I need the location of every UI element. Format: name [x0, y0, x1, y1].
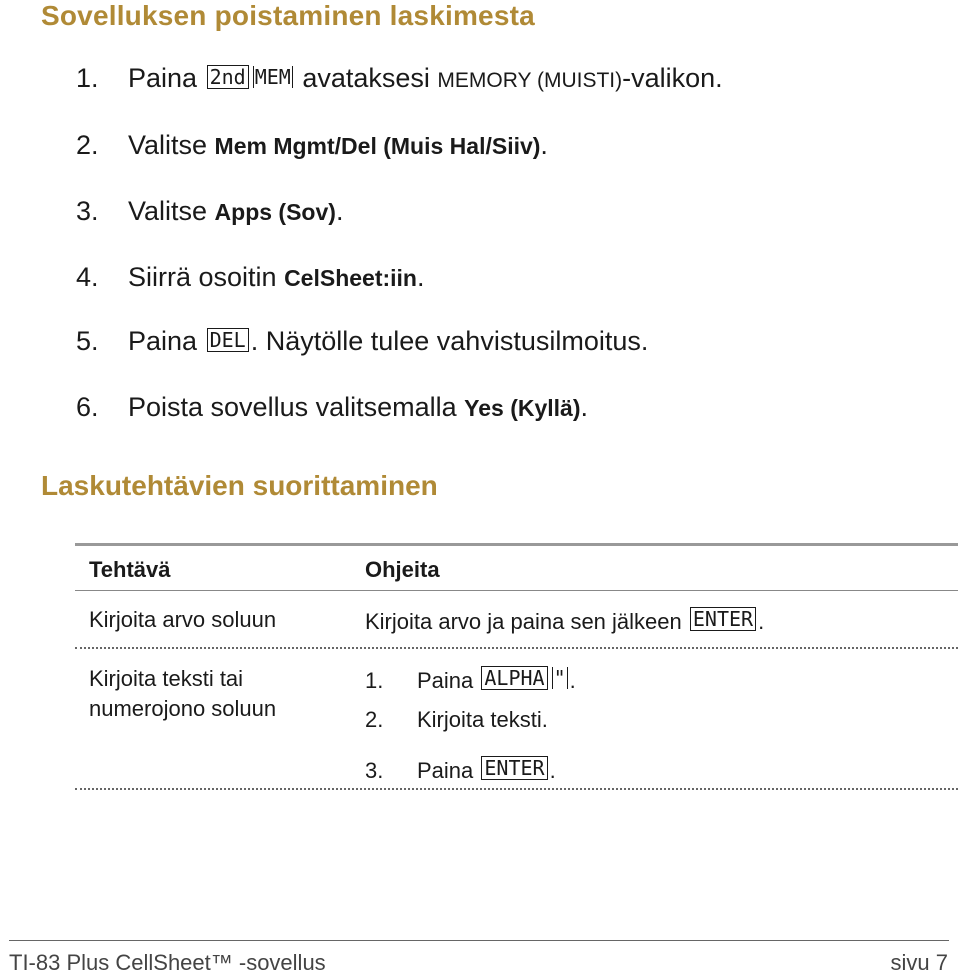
- step-2: [76, 130, 548, 161]
- table-bottom-rule: [75, 788, 958, 790]
- menu-name: MEMORY (MUISTI): [437, 69, 623, 92]
- step-number: 3.: [365, 758, 384, 783]
- step-text: Valitse: [128, 196, 215, 226]
- step-number: 5.: [76, 326, 99, 356]
- key-alpha: ALPHA: [481, 666, 547, 690]
- step-text: .: [580, 392, 589, 422]
- footer-product-name: TI-83 Plus CellSheet™ -sovellus: [9, 950, 326, 975]
- step-text: Valitse: [128, 130, 215, 160]
- key-2nd: 2nd: [207, 65, 249, 89]
- step-1: [76, 63, 723, 94]
- instruction-text: Paina: [417, 668, 480, 693]
- step-number: 1.: [365, 668, 384, 693]
- instruction-text: Kirjoita teksti.: [417, 707, 548, 732]
- menu-item: Yes (Kyllä): [464, 395, 581, 421]
- table-top-rule: [75, 543, 958, 546]
- key-del: DEL: [207, 328, 249, 352]
- app-name: CelSheet:iin: [284, 265, 417, 291]
- section-title-calculations: Laskutehtävien suorittaminen: [41, 470, 438, 501]
- instruction-step-3: [365, 756, 556, 784]
- footer-rule: [9, 940, 949, 941]
- step-text: .: [540, 130, 548, 160]
- table-header-instructions: Ohjeita: [365, 557, 440, 582]
- step-number: 1.: [76, 63, 99, 93]
- step-4: [76, 262, 425, 293]
- key-enter: ENTER: [481, 756, 547, 780]
- step-number: 2.: [76, 130, 99, 160]
- table-header-task: Tehtävä: [89, 557, 171, 582]
- task-cell-line1: Kirjoita teksti tai: [89, 666, 244, 691]
- task-cell: Kirjoita arvo soluun: [89, 607, 277, 632]
- table-row-divider: [75, 647, 958, 649]
- menu-item: Apps (Sov): [214, 199, 336, 225]
- key-enter: ENTER: [690, 607, 756, 631]
- instruction-step-1: [365, 666, 576, 694]
- instruction-text: .: [549, 758, 556, 783]
- section-title-remove-app: Sovelluksen poistaminen laskimesta: [41, 0, 535, 31]
- step-number: 6.: [76, 392, 99, 422]
- step-text: avataksesi: [294, 63, 438, 93]
- step-text: -valikon.: [622, 63, 723, 93]
- step-text: .: [335, 196, 344, 226]
- instruction-text: .: [758, 609, 765, 634]
- task-cell-line2: numerojono soluun: [89, 696, 277, 721]
- step-text: Siirrä osoitin: [128, 262, 285, 292]
- step-text: Poista sovellus valitsemalla: [128, 392, 465, 422]
- step-6: [76, 392, 588, 423]
- instruction-step-2: [365, 707, 548, 733]
- step-text: Paina: [128, 63, 205, 93]
- instruction-text: Kirjoita arvo ja paina sen jälkeen: [365, 609, 688, 634]
- instruction-cell: [365, 607, 764, 635]
- menu-item: Mem Mgmt/Del (Muis Hal/Siiv): [214, 133, 541, 159]
- step-text: .: [416, 262, 425, 292]
- table-header-rule: [75, 590, 958, 591]
- step-number: 2.: [365, 707, 384, 732]
- step-text: Paina: [128, 326, 205, 356]
- step-text: . Näytölle tulee vahvistusilmoitus.: [250, 326, 649, 356]
- step-number: 3.: [76, 196, 99, 226]
- key-mem: MEM: [254, 65, 291, 89]
- key-quote: ": [553, 666, 566, 690]
- instruction-text: .: [569, 668, 576, 693]
- instruction-text: Paina: [417, 758, 480, 783]
- step-5: [76, 326, 648, 357]
- step-3: [76, 196, 343, 227]
- page-number: sivu 7: [890, 950, 948, 975]
- step-number: 4.: [76, 262, 99, 292]
